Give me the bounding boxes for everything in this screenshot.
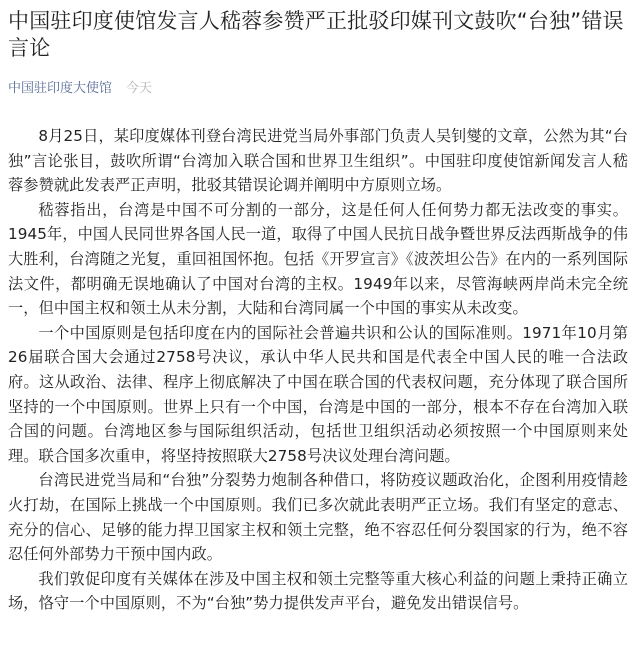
publish-date: 今天	[126, 81, 153, 96]
paragraph: 一个中国原则是包括印度在内的国际社会普遍共识和公认的国际准则。1971年10月第26届联合国大会通过2758号决议，承认中华人民共和国是代表全中国人民的唯一合法政府。这从政治、法律、程序上彻底解决了中国在联合国的代表权问题，充分体现了联合国所坚持的一个中国原则。世界上只有一个中国，台湾是中国的一部分，根本不存在台湾加入联合国的问题。台湾地区参与国际组织活动，包括世卫组织活动必须按照一个中国原则来处理。联合国多次重申，将坚持按照联大2758号决议处理台湾问题。	[8, 323, 628, 465]
paragraph: 台湾民进党当局和“台独”分裂势力炮制各种借口，将防疫议题政治化，企图利用疫情趁火打劫，在国际上挑战一个中国原则。我们已多次就此表明严正立场。我们有坚定的意志、充分的信心、足够的能力捍卫国家主权和领土完整，绝不容忍任何分裂国家的行为，绝不容忍任何外部势力干预中国内政。	[8, 471, 628, 564]
paragraph: 8月25日，某印度媒体刊登台湾民进党当局外事部门负责人吴钊燮的文章，公然为其“台独”言论张目，鼓吹所谓“台湾加入联合国和世界卫生组织”。中国驻印度使馆新闻发言人嵇蓉参赞就此发表严正声明，批驳其错误论调并阐明中方原则立场。	[8, 127, 628, 195]
article-meta	[8, 80, 628, 98]
paragraph: 我们敦促印度有关媒体在涉及中国主权和领土完整等重大核心利益的问题上秉持正确立场，恪守一个中国原则，不为“台独”势力提供发声平台，避免发出错误信号。	[8, 569, 628, 613]
article-body	[8, 124, 628, 616]
article-title: 中国驻印度使馆发言人嵇蓉参赞严正批驳印媒刊文鼓吹“台独”错误言论	[8, 9, 624, 60]
paragraph: 嵇蓉指出，台湾是中国不可分割的一部分，这是任何人任何势力都无法改变的事实。1945年，中国人民同世界各国人民一道，取得了中国人民抗日战争暨世界反法西斯战争的伟大胜利，台湾随之光复，重回祖国怀抱。包括《开罗宣言》《波茨坦公告》在内的一系列国际法文件，都明确无误地确认了中国对台湾的主权。1949年以来，尽管海峡两岸尚未完全统一，但中国主权和领土从未分割，大陆和台湾同属一个中国的事实从未改变。	[8, 200, 628, 318]
source-account-link[interactable]: 中国驻印度大使馆	[8, 81, 113, 96]
